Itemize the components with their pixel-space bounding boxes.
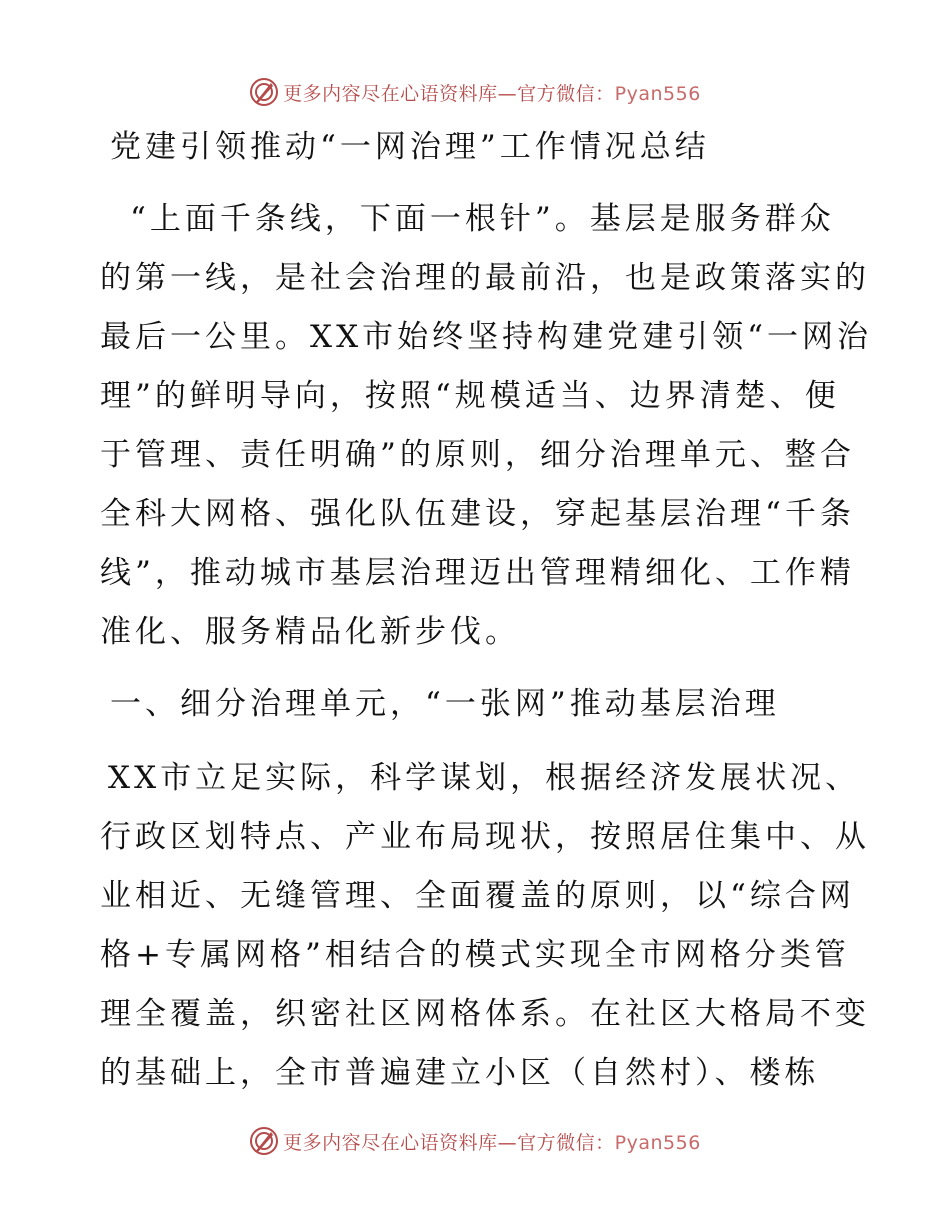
intro-line: 线”，推动城市基层治理迈出管理精细化、工作精 <box>100 555 855 591</box>
section-line: 业相近、无缝管理、全面覆盖的原则，以“综合网 <box>100 878 855 914</box>
watermark-text: 更多内容尽在心语资料库—官方微信：Pyan556 <box>283 1131 701 1154</box>
section-line: 行政区划特点、产业布局现状，按照居住集中、从 <box>100 819 870 855</box>
section-heading: 一、细分治理单元，“一张网”推动基层治理 <box>110 686 780 722</box>
document-title: 党建引领推动“一网治理”工作情况总结 <box>110 129 710 165</box>
watermark-banner-top <box>0 72 950 112</box>
feather-logo-icon <box>249 1126 279 1156</box>
intro-line: “上面千条线，下面一根针”。基层是服务群众 <box>130 201 835 237</box>
section-line: 理全覆盖，织密社区网格体系。在社区大格局不变 <box>100 996 870 1032</box>
watermark-banner-bottom <box>0 1121 950 1161</box>
intro-line: 全科大网格、强化队伍建设，穿起基层治理“千条 <box>100 496 855 532</box>
watermark-text: 更多内容尽在心语资料库—官方微信：Pyan556 <box>283 82 701 105</box>
intro-line: 的第一线，是社会治理的最前沿，也是政策落实的 <box>100 260 870 296</box>
section-line: 的基础上，全市普遍建立小区（自然村）、楼栋 <box>100 1055 820 1091</box>
intro-line: 最后一公里。XX市始终坚持构建党建引领“一网治 <box>100 319 872 355</box>
section-line: 格+专属网格”相结合的模式实现全市网格分类管 <box>100 937 850 973</box>
intro-line: 于管理、责任明确”的原则，细分治理单元、整合 <box>100 437 855 473</box>
intro-line: 理”的鲜明导向，按照“规模适当、边界清楚、便 <box>100 378 840 414</box>
intro-line: 准化、服务精品化新步伐。 <box>100 614 520 650</box>
section-line: XX市立足实际，科学谋划，根据经济发展状况、 <box>108 760 861 796</box>
feather-logo-icon <box>249 77 279 107</box>
